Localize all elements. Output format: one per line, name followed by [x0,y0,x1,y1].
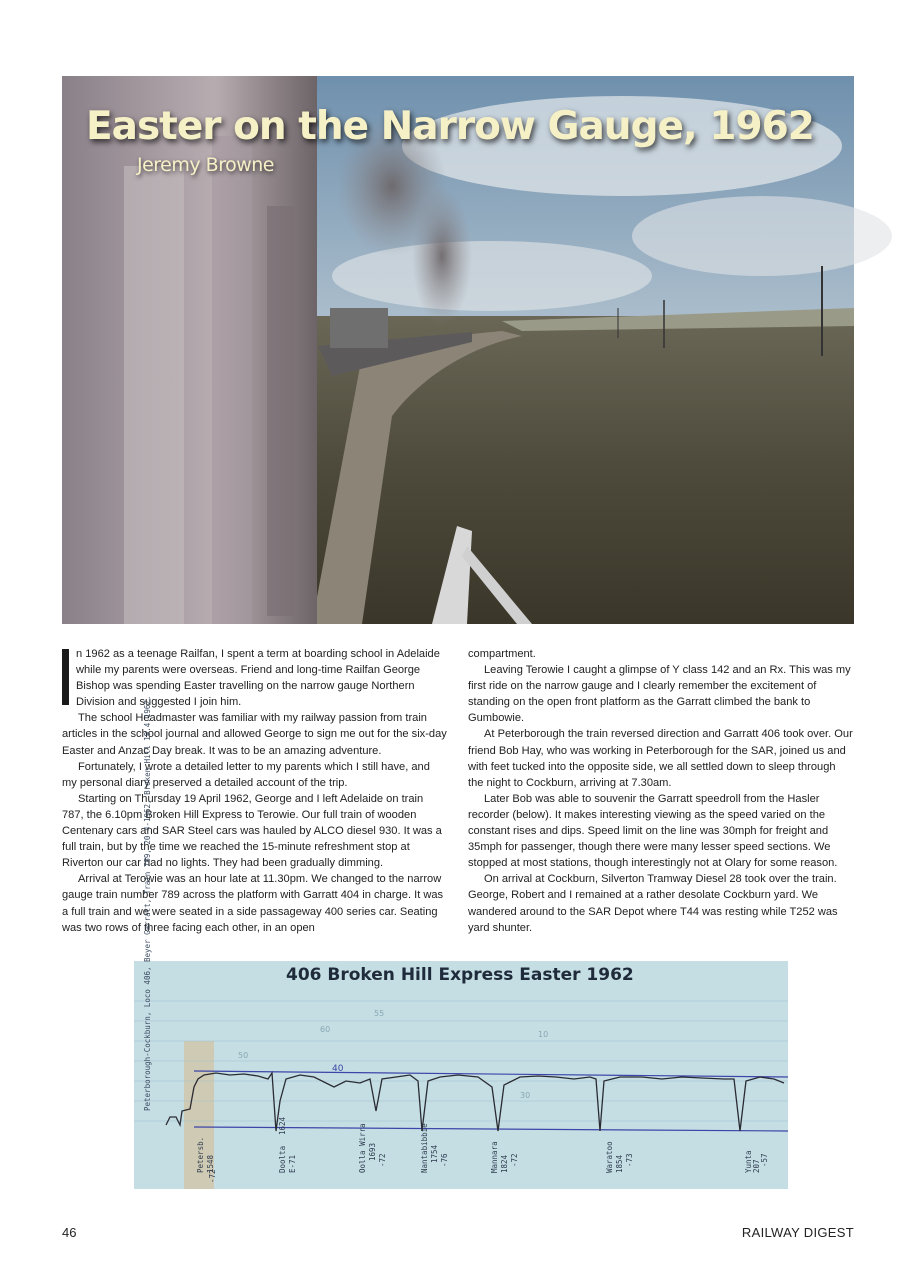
paragraph: Leaving Terowie I caught a glimpse of Y class 142 and an Rx. This was my first ride on the narrow gauge and I clearly remember the excitement of standing on the open front platform as the Garratt climbed the bank to Gumbowie. [468,664,851,725]
station-label: Doolta [278,1145,287,1173]
speedroll-side-note: Peterborough-Cockburn, Loco 406, Beyer Garratt, Train 789, 20-4-1962, Broken Hill 19.4.1962. [143,695,152,1111]
paragraph: Starting on Thursday 19 April 1962, George and I left Adelaide on train 787, the 6.10pm Broken Hill Express to Terowie. Our full train of wooden Centenary cars and SAR Steel cars was hauled by ALCO diesel 930. It was a full train, but by the time we reached the 15-minute refreshment stop at Riverton our car had no lights. They had been gradually dimming. [62,792,442,870]
paragraph: compartment. [468,648,536,660]
station-label: Mannara [490,1141,499,1173]
station-label: Nantabibbie [420,1123,429,1173]
paragraph: n 1962 as a teenage Railfan, I spent a term at boarding school in Adelaide while my parents were overseas. Friend and long-time Railfan George Bishop was spending Easter travelling on the narrow gauge Northern Division and suggested I join him. [76,648,440,709]
body-column-2 [468,646,853,936]
paragraph: Fortunately, I wrote a detailed letter to my parents which I still have, and my personal diary preserved a detailed account of the trip. [62,760,430,789]
station-time: 1548 [206,1154,215,1173]
station-label: Yunta [744,1150,753,1173]
station-label: Petersb. [196,1136,205,1173]
paragraph: At Peterborough the train reversed direction and Garratt 406 took over. Our friend Bob Hay, who was working in Peterborough for the SAR, joined us and with feet tucked into the opposite side, we all settled down to sleep through the night to Cockburn, arriving at 7.30am. [468,728,853,789]
paragraph: On arrival at Cockburn, Silverton Tramway Diesel 28 took over the train. George, Robert and I remained at a rather desolate Cockburn yard. We wandered around to the SAR Depot where T44 was resting while T252 was yard shunter. [468,873,838,934]
station-label: Oolla Wirra [358,1123,367,1173]
paragraph: Later Bob was able to souvenir the Garratt speedroll from the Hasler recorder (below). It makes interesting viewing as the speed varied on the constant rises and dips. Speed limit on the line was 30mph for freight and 35mph for passenger, though there were many lesser speed sections. We stopped at most stations, though interestingly not at Olary for some reason. [468,792,838,870]
station-time: 1624 [278,1116,287,1135]
scale-label: 40 [332,1064,344,1074]
scale-label: 30 [520,1091,531,1100]
station-dist: -72 [208,1169,217,1183]
speedroll-heading: 406 Broken Hill Express Easter 1962 [286,965,634,985]
station-dist: -72 [510,1153,519,1167]
station-time: 207 [752,1159,761,1173]
station-dist: -57 [760,1153,769,1167]
body-column-1 [62,646,447,936]
magazine-name: RAILWAY DIGEST [741,1225,854,1240]
scale-label: 60 [320,1025,331,1034]
station-label: Waratoo [605,1141,614,1173]
station-time: 1824 [500,1154,509,1173]
station-time: 1693 [368,1142,377,1161]
station-dist: -73 [625,1153,634,1167]
station-dist: E-71 [288,1154,297,1173]
scale-label: 50 [238,1051,249,1060]
scale-label: 55 [374,1009,385,1018]
page-number: 46 [62,1225,77,1240]
scale-label: 10 [538,1030,549,1039]
station-dist: -72 [378,1153,387,1167]
paragraph: Arrival at Terowie was an hour late at 11.30pm. We changed to the narrow gauge train number 789 across the platform with Garratt 404 in charge. It was a full train and we were seated in a side passageway 400 series car. Seating was two rows of three facing each other, in an open [62,873,444,934]
station-time: 1754 [430,1144,439,1163]
article-author: Jeremy Browne [137,154,274,176]
station-dist: -76 [440,1153,449,1167]
paragraph: The school Headmaster was familiar with my railway passion from train articles in the school journal and allowed George to sign me out for the six-day Easter and Anzac Day break. It was to be an amazing adventure. [62,712,447,757]
station-time: 1854 [615,1154,624,1173]
article-title: Easter on the Narrow Gauge, 1962 [86,104,814,149]
